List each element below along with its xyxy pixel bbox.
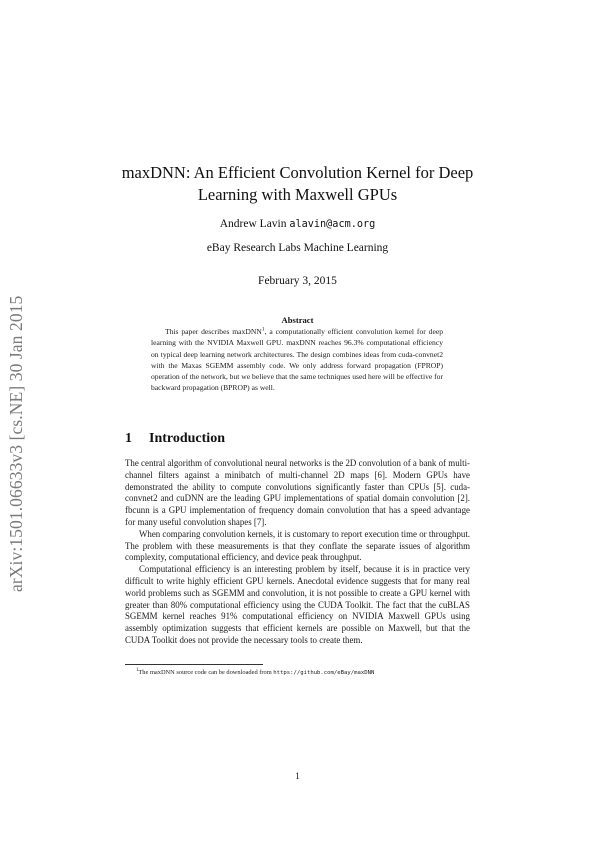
paper-title: maxDNN: An Efficient Convolution Kernel for Deep Learning with Maxwell GPUs [121, 163, 474, 204]
introduction-body [125, 458, 470, 647]
footnote-number: 1 [136, 668, 139, 673]
arxiv-identifier-stamp: arXiv:1501.06633v3 [cs.NE] 30 Jan 2015 [6, 295, 26, 592]
section-title: Introduction [149, 431, 225, 446]
abstract-body [151, 326, 443, 394]
footnote-url-link[interactable]: https://github.com/eBay/maxDNN [273, 670, 375, 677]
author-name: Andrew Lavin [219, 218, 287, 230]
footnote [125, 666, 496, 678]
section-heading [125, 431, 225, 447]
body-paragraph: When comparing convolution kernels, it is customary to report execution time or throughput. The problem with these measurements is that they conflate the separate issues of algorithm complexity, computational efficiency, and device peak throughput. [125, 528, 470, 563]
footnote-divider [125, 664, 263, 665]
abstract-text-start: This paper describes maxDNN [165, 327, 262, 336]
footnote-text: The maxDNN source code can be downloaded from [138, 669, 274, 677]
author-line [100, 218, 495, 230]
abstract-text-rest: , a computationally efficient convolution kernel for deep learning with the NVIDIA Maxwell GPU. maxDNN reaches 96.3% computational efficiency on typical deep learning network architectures. The design combines ideas from cuda-convnet2 with the Maxas SGEMM assembly code. We only address forward propagation (FPROP) operation of the network, but we believe that the same techniques used here will be effective for backward propagation (BPROP) as well. [151, 327, 443, 393]
body-paragraph: The central algorithm of convolutional neural networks is the 2D convolution of a bank of multi-channel filters against a minibatch of multi-channel 2D maps [6]. Modern GPUs have demonstrated the ability to compute convolutions significantly faster than CPUs [5]. cuda-convnet2 and cuDNN are the leading GPU implementations of spatial domain convolution [2]. fbcunn is a GPU implementation of frequency domain convolution that has a speed advantage for many useful convolution shapes [7]. [125, 458, 470, 527]
footnote-marker: 1 [261, 326, 265, 333]
author-affiliation: eBay Research Labs Machine Learning [206, 242, 389, 254]
paper-date: February 3, 2015 [258, 275, 337, 287]
body-paragraph: Computational efficiency is an interesting problem by itself, because it is in practice very difficult to write highly efficient GPU kernels. Anecdotal evidence suggests that for many real world problems such as SGEMM and convolution, it is not possible to create a GPU kernel with greater than 80% computational efficiency using the CUDA Toolkit. The fact that the cuBLAS SGEMM kernel reaches 91% computational efficiency on NVIDIA Maxwell GPUs using assembly optimization suggests that efficient kernels are possible on Maxwell, but that the CUDA Toolkit does not provide the necessary tools to create them. [125, 564, 470, 645]
section-number: 1 [125, 431, 132, 446]
page-number: 1 [295, 771, 300, 781]
author-email: alavin@acm.org [289, 219, 376, 230]
abstract-heading: Abstract [281, 315, 314, 325]
